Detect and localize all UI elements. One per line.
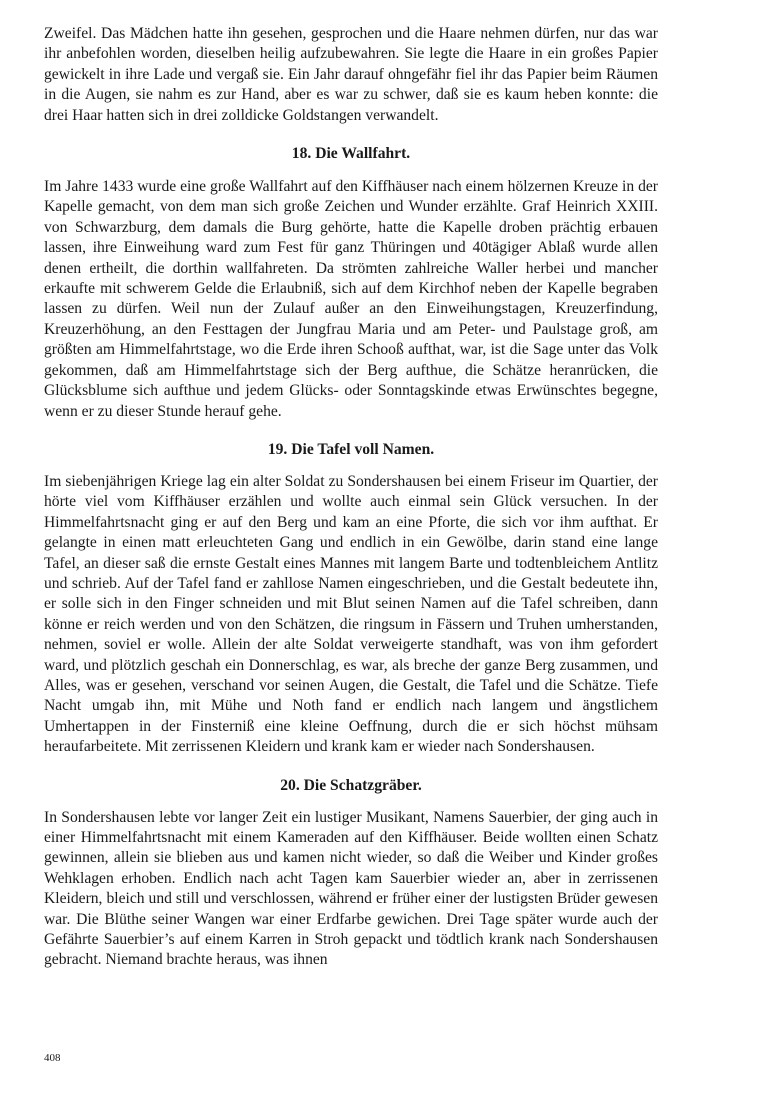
paragraph-continuation: Zweifel. Das Mädchen hatte ihn gesehen, gesprochen und die Haare nehmen dürfen, nur das war ihr anbefohlen worden, dieselben heilig aufzubewahren. Sie legte die Haare in ein großes Papier gewickelt in ihre Lade und vergaß sie. Ein Jahr darauf ohngefähr fiel ihr das Papier beim Räumen in die Augen, sie nahm es zur Hand, aber es war zu schwer, daß sie es kaum heben konnte: die drei Haar hatten sich in drei zolldicke Goldstangen verwandelt. [44,25,658,124]
page-number: 408 [44,1052,61,1064]
heading-die-wallfahrt: 18. Die Wallfahrt. [291,145,411,163]
paragraph-die-tafel-voll-namen: Im siebenjährigen Kriege lag ein alter Soldat zu Sondershausen bei einem Friseur im Quartier, der hörte viel vom Kiffhäuser erzählen und wollte auch einmal sein Glück versuchen. In der Himmelfahrtsnacht ging er auf den Berg und kam an eine Pforte, die sich vor ihm aufthat. Er gelangte in einen matt erleuchteten Gang und endlich in ein Gewölbe, darin stand eine lange Tafel, an dieser saß die ernste Gestalt eines Mannes mit langem Barte und todtenbleichem Antlitz und schrieb. Auf der Tafel fand er zahllose Namen eingeschrieben, und die Gestalt bedeutete ihn, er solle sich in den Finger schneiden und mit Blut seinen Namen auf die Tafel schreiben, dann könne er reich werden und von den Schätzen, die ringsum in Fässern und Truhen umherstanden, nehmen, soviel er wolle. Allein der alte Soldat verweigerte standhaft, was von ihm gefordert ward, und plötzlich geschah ein Donnerschlag, es war, als breche der ganze Berg zusammen, und Alles, was er gesehen, verschand vor seinen Augen, die Gestalt, die Tafel und die Schätze. Tiefe Nacht umgab ihn, mit Mühe und Noth fand er endlich nach langem und ängstlichem Umhertappen in der Finsterniß eine kleine Oeffnung, durch die er sich höchst mühsam heraufarbeitete. Mit zerrissenen Kleidern und krank kam er wieder nach Sondershausen. [44,472,658,756]
heading-die-tafel-voll-namen: 19. Die Tafel voll Namen. [267,440,435,458]
heading-die-schatzgraeber: 20. Die Schatzgräber. [280,776,422,794]
page-body [44,24,658,971]
paragraph-die-schatzgraeber: In Sondershausen lebte vor langer Zeit ein lustiger Musikant, Namens Sauerbier, der ging auch in einer Himmelfahrtsnacht mit einem Kameraden auf den Kiffhäuser. Beide wollten einen Schatz gewinnen, allein sie blieben aus und kamen nicht wieder, so daß die Weiber und Kinder großes Wehklagen erhoben. Endlich nach acht Tagen kam Sauerbier wieder an, aber in zerrissenen Kleidern, bleich und still und verschlossen, während er früher einer der lustigsten Brüder gewesen war. Die Blüthe seiner Wangen war einer Erdfarbe gewichen. Drei Tage später wurde auch der Gefährte Sauerbier’s auf einem Karren in Stroh gepackt und tödtlich krank nach Sondershausen gebracht. Niemand brachte heraus, was ihnen [44,808,658,969]
paragraph-die-wallfahrt: Im Jahre 1433 wurde eine große Wallfahrt auf den Kiffhäuser nach einem hölzernen Kreuze in der Kapelle gemacht, von dem man sich große Zeichen und Wunder erzählte. Graf Heinrich XXIII. von Schwarzburg, dem damals die Burg gehörte, hatte die Kapelle droben prächtig erbauen lassen, ihre Einweihung ward zum Fest für ganz Thüringen und 40tägiger Ablaß wurde allen denen ertheilt, die dorthin wallfahreten. Da strömten zahlreiche Waller herbei und mancher erkaufte mit schwerem Gelde die Erlaubniß, sich auf dem Kirchhof neben der Kapelle begraben lassen zu dürfen. Weil nun der Zulauf außer an den Einweihungstagen, Kreuzerfindung, Kreuzerhöhung, an den Festtagen der Jungfrau Maria und am Peter- und Paulstage groß, am größten am Himmelfahrtstage, wo die Erde ihren Schooß aufthat, war, ist die Sage unter das Volk gekommen, daß am Himmelfahrtstage sich der Berg aufthue, die Schätze heranrücken, die Glücksblume sich aufthue und jedem Glücks- oder Sonntagskinde etwas Erwünschtes begegne, wenn er zu dieser Stunde herauf gehe. [44,178,658,420]
